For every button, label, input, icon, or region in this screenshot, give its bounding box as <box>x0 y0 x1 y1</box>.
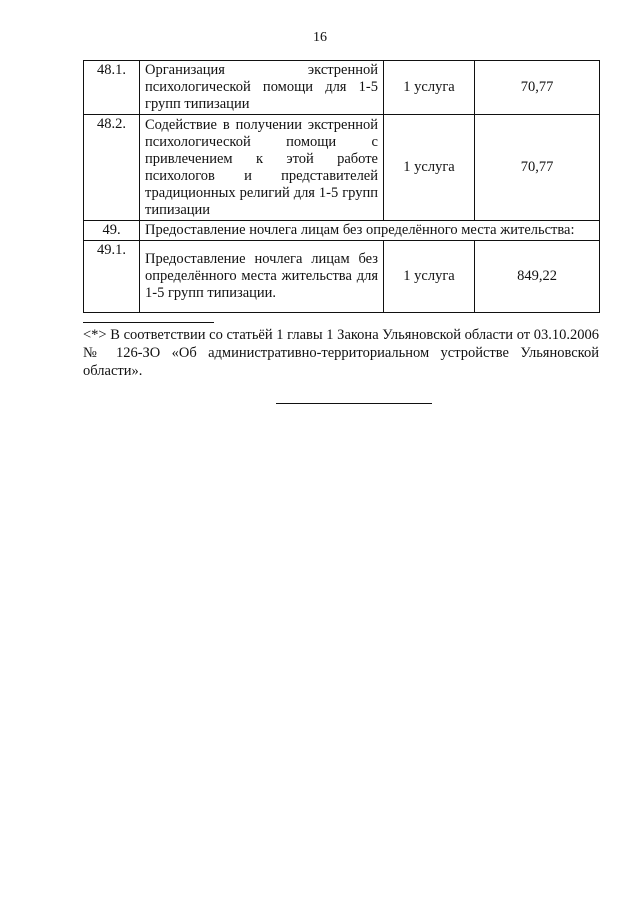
row-number: 48.1. <box>84 61 140 115</box>
service-price: 70,77 <box>475 61 600 115</box>
page-number: 16 <box>313 30 327 45</box>
row-number: 49. <box>84 221 140 241</box>
footnote-separator <box>83 322 214 323</box>
service-price: 70,77 <box>475 115 600 221</box>
service-unit: 1 услуга <box>384 241 475 313</box>
service-unit: 1 услуга <box>384 61 475 115</box>
services-table <box>83 60 600 313</box>
service-unit: 1 услуга <box>384 115 475 221</box>
table-row <box>84 61 600 115</box>
section-heading: Предоставление ночлега лицам без определённого места жительства: <box>140 221 600 241</box>
service-name: Предоставление ночлега лицам без определённого места жительства для 1-5 групп типизации. <box>140 241 384 313</box>
footnote: <*> В соответствии со статьёй 1 главы 1 Закона Ульяновской области от 03.10.2006 № 126-ЗО «Об административно-территориальном устройстве Ульяновской области». <box>83 327 599 379</box>
table-row <box>84 115 600 221</box>
end-of-document-line <box>276 403 432 404</box>
service-name: Содействие в получении экстренной психологической помощи с привлечением к этой работе психологов и представителей традиционных религий для 1-5 групп типизации <box>140 115 384 221</box>
table-row <box>84 241 600 313</box>
service-price: 849,22 <box>475 241 600 313</box>
service-name: Организация экстренной психологической помощи для 1-5 групп типизации <box>140 61 384 115</box>
table-row <box>84 221 600 241</box>
row-number: 49.1. <box>84 241 140 313</box>
row-number: 48.2. <box>84 115 140 221</box>
